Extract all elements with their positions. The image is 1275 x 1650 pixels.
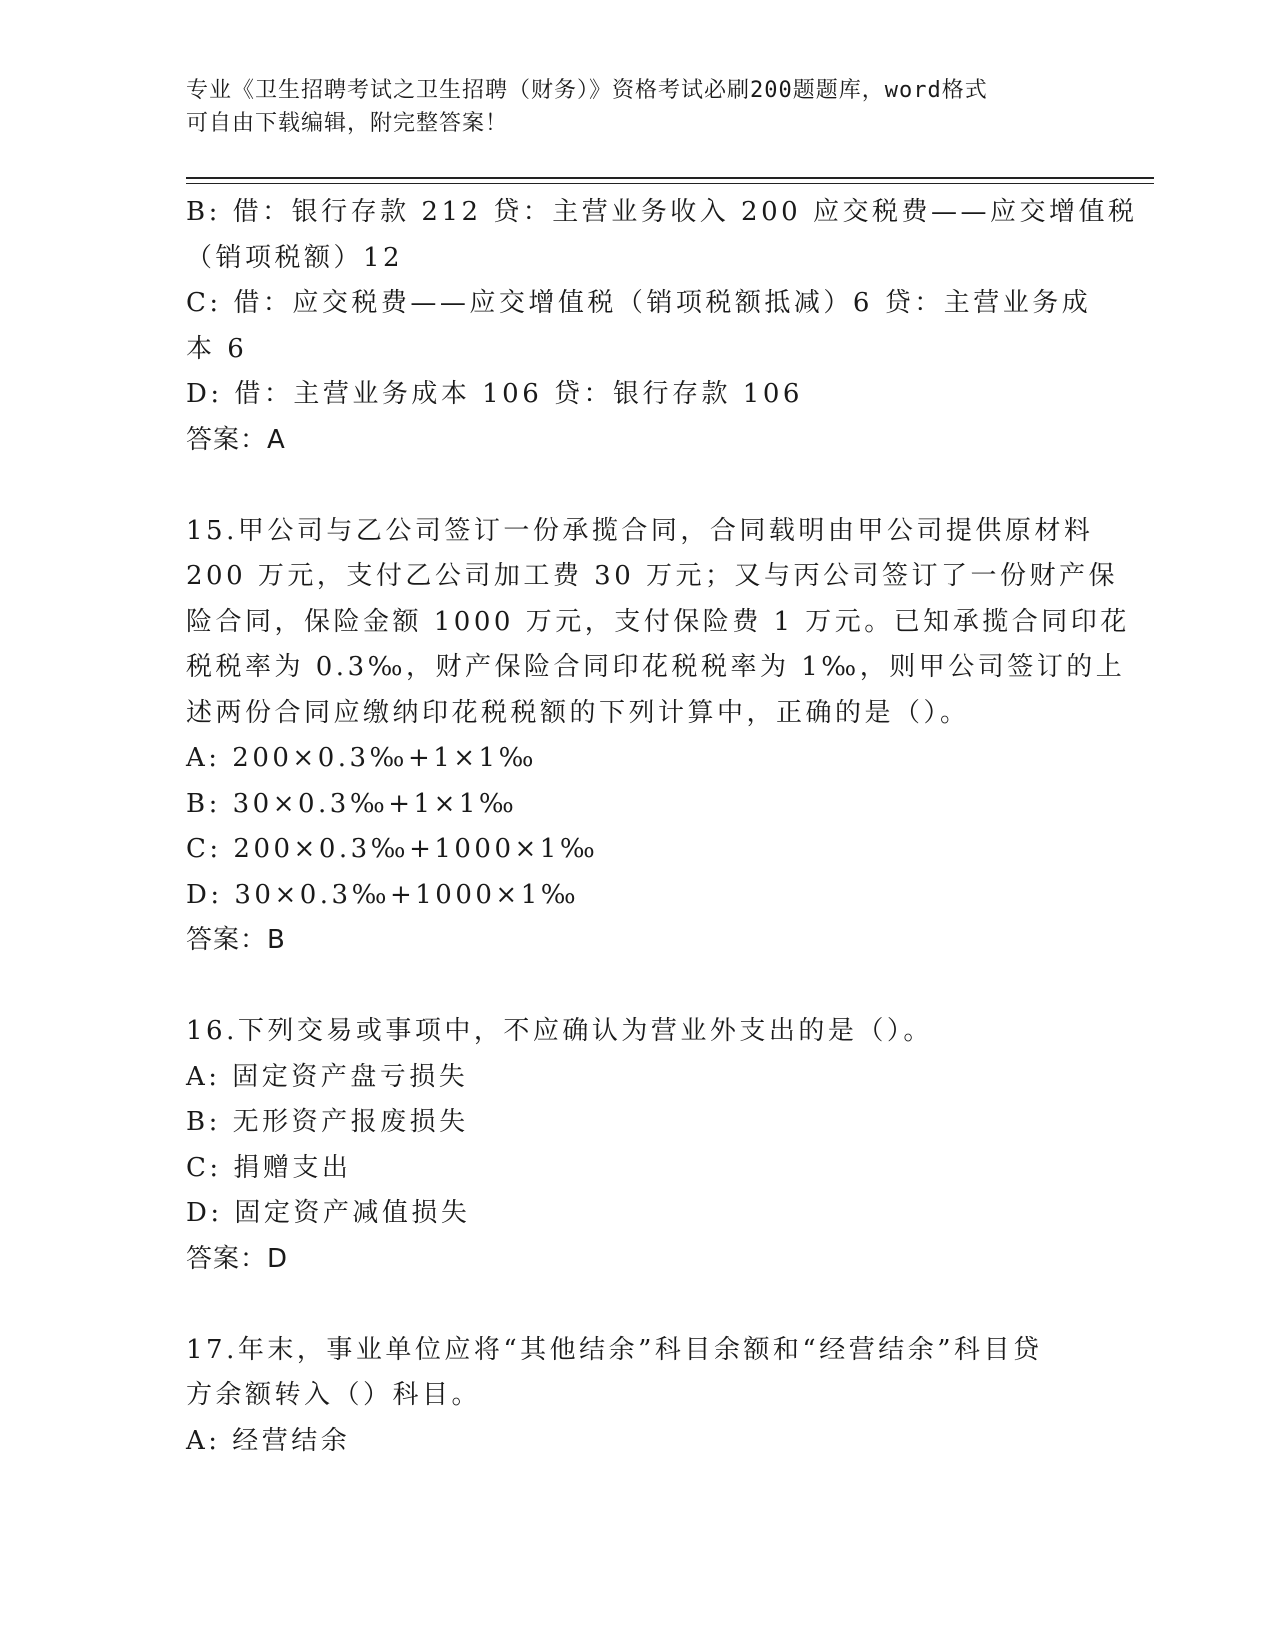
question-15 — [186, 509, 1130, 964]
question-14-tail — [186, 190, 1138, 463]
option-b-line-1: B: 借：银行存款 212 贷：主营业务收入 200 应交税费——应交增值税 — [186, 197, 1138, 227]
answer: 答案：D — [186, 1243, 289, 1274]
question-17 — [186, 1328, 1086, 1465]
option-b: B: 30×0.3‰+1×1‰ — [186, 788, 518, 819]
option-a: A: 固定资产盘亏损失 — [186, 1061, 469, 1092]
option-c-line-2: 本 6 — [186, 333, 248, 364]
question-stem-line: 17.年末，事业单位应将“其他结余”科目余额和“经营结余”科目贷 — [186, 1334, 1043, 1365]
header-divider-thick — [186, 177, 1154, 179]
page-header — [186, 74, 1066, 140]
option-c: C: 捐赠支出 — [186, 1152, 352, 1183]
spacer — [186, 463, 1086, 509]
option-b-line-2: （销项税额）12 — [186, 242, 404, 273]
question-stem-line: 税税率为 0.3‰，财产保险合同印花税税率为 1‰，则甲公司签订的上 — [186, 652, 1126, 682]
option-a: A: 200×0.3‰+1×1‰ — [186, 743, 537, 773]
question-stem-line: 16.下列交易或事项中，不应确认为营业外支出的是（）。 — [186, 1016, 933, 1046]
spacer — [186, 964, 1086, 1010]
option-d: D: 30×0.3‰+1000×1‰ — [186, 879, 580, 910]
question-stem-line: 方余额转入（）科目。 — [186, 1380, 482, 1410]
answer: 答案：B — [186, 925, 286, 955]
question-list — [186, 190, 1138, 1464]
answer: 答案：A — [186, 424, 286, 455]
header-divider-thin — [186, 183, 1154, 184]
header-title-line-1: 专业《卫生招聘考试之卫生招聘（财务）》资格考试必刷200题题库，word格式 — [186, 78, 988, 103]
option-b: B: 无形资产报废损失 — [186, 1107, 469, 1137]
question-stem-line: 述两份合同应缴纳印花税税额的下列计算中，正确的是（）。 — [186, 697, 970, 728]
option-d: D: 固定资产减值损失 — [186, 1198, 471, 1228]
option-c: C: 200×0.3‰+1000×1‰ — [186, 834, 599, 864]
question-stem-line: 200 万元，支付乙公司加工费 30 万元；又与丙公司签订了一份财产保 — [186, 561, 1119, 591]
question-stem-line: 险合同，保险金额 1000 万元，支付保险费 1 万元。已知承揽合同印花 — [186, 606, 1130, 637]
header-title-line-2: 可自由下载编辑，附完整答案！ — [186, 111, 509, 136]
question-16 — [186, 1009, 1086, 1282]
option-d: D: 借：主营业务成本 106 贷：银行存款 106 — [186, 379, 803, 409]
spacer — [186, 1282, 1086, 1328]
option-a: A: 经营结余 — [186, 1425, 351, 1456]
question-stem-line: 15.甲公司与乙公司签订一份承揽合同，合同载明由甲公司提供原材料 — [186, 515, 1094, 546]
option-c-line-1: C: 借：应交税费——应交增值税（销项税额抵减）6 贷：主营业务成 — [186, 288, 1092, 318]
